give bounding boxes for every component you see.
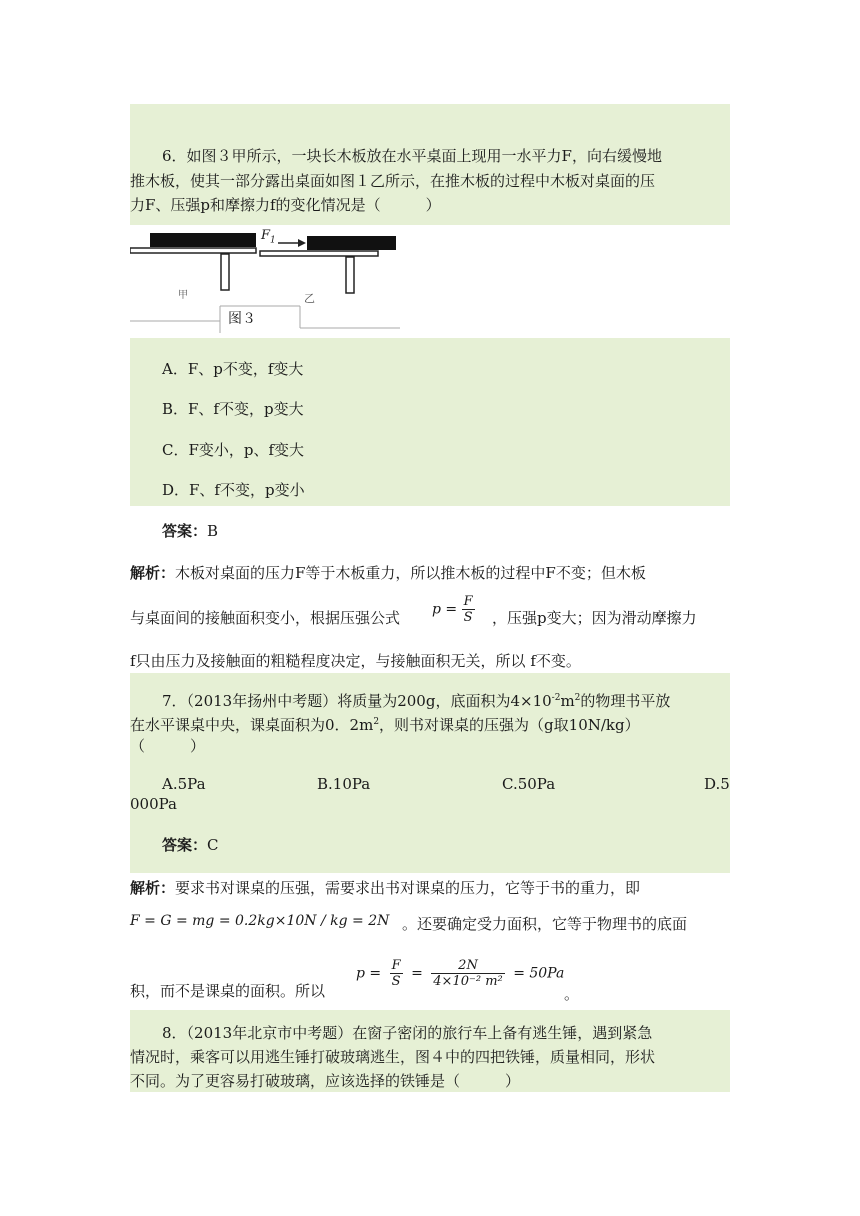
q6-answer-value: B xyxy=(207,522,219,540)
q6-line2: 推木板，使其一部分露出桌面如图１乙所示，在推木板的过程中木板对桌面的压 xyxy=(130,172,656,190)
q6-options xyxy=(130,338,730,506)
q7-option-d: D.5 xyxy=(704,775,730,793)
q6-option-a: A．F、p不变，f变大 xyxy=(162,360,304,378)
q6-block xyxy=(130,104,730,225)
q8-block xyxy=(130,1010,730,1092)
figure-label-yi: 乙 xyxy=(304,292,315,305)
figure-label-jia: 甲 xyxy=(178,290,188,301)
q7-analysis-line2: 。还要确定受力面积，它等于物理书的底面 xyxy=(402,915,688,933)
q6-analysis-line2a: 与桌面间的接触面积变小，根据压强公式 xyxy=(130,609,401,627)
q7-analysis-line3: 积，而不是课桌的面积。所以 xyxy=(130,982,326,1000)
q6-answer xyxy=(162,521,218,541)
q7-answer xyxy=(162,835,219,855)
q7-formula2: p = $\frac{F}{S}$ = $\frac{2N}{\text{4×10⁻² m²}}$ = 50Pa xyxy=(356,958,565,989)
q7-line1: 7．（2013年扬州中考题）将质量为200g，底面积为$4\times 10^{-2}m^2$的物理书平放 xyxy=(162,692,671,710)
figure-caption: 图３ xyxy=(228,311,256,327)
q7-line3: （ ） xyxy=(130,737,206,755)
q6-option-b: B．F、f不变，p变大 xyxy=(162,400,304,418)
q8-line3: 不同。为了更容易打破玻璃，应该选择的铁锤是（ ） xyxy=(130,1072,521,1090)
q6-line1: 6．如图３甲所示，一块长木板放在水平桌面上现用一水平力F，向右缓慢地 xyxy=(162,147,662,165)
q6-answer-label: 答案： xyxy=(162,522,208,540)
q7-analysis-end: 。 xyxy=(564,985,580,1003)
q7-option-b: B.10Pa xyxy=(317,775,371,793)
q7-option-a: A.5Pa xyxy=(162,775,206,793)
q7-line2: 在水平课桌中央，课桌面积为0．$2m^2$，则书对课桌的压强为（g取10N/kg） xyxy=(130,716,640,734)
q6-line3: 力F、压强p和摩擦力f的变化情况是（ ） xyxy=(130,196,441,214)
figure-3 xyxy=(130,228,400,333)
q6-formula: p = $\frac{F}{S}$ xyxy=(432,594,473,625)
q6-analysis-label: 解析： xyxy=(130,564,176,582)
q8-line1: 8．（2013年北京市中考题）在窗子密闭的旅行车上备有逃生锤，遇到紧急 xyxy=(162,1024,653,1042)
q7-block xyxy=(130,673,730,873)
q6-option-d: D．F、f不变，p变小 xyxy=(162,481,305,499)
q6-option-c: C．F变小，p、f变大 xyxy=(162,441,305,459)
q6-analysis-line3: f只由压力及接触面的粗糙程度决定，与接触面积无关，所以 f不变。 xyxy=(130,652,581,670)
q7-analysis-line1: 解析：要求书对课桌的压强，需要求出书对课桌的压力，它等于书的重力，即 xyxy=(130,879,641,897)
q8-line2: 情况时，乘客可以用逃生锤打破玻璃逃生，图４中的四把铁锤，质量相同，形状 xyxy=(130,1048,656,1066)
q7-answer-value: C xyxy=(207,836,219,854)
q7-formula1: F = G = mg = 0.2kg×10N / kg = 2N xyxy=(130,913,390,929)
q7-option-c: C.50Pa xyxy=(502,775,556,793)
figure-label-force: $F_1$ xyxy=(261,228,276,246)
q7-answer-label: 答案： xyxy=(162,836,208,854)
q7-option-d-wrap: 000Pa xyxy=(130,795,177,813)
q6-analysis-line1: 解析：木板对桌面的压力F等于木板重力，所以推木板的过程中F不变；但木板 xyxy=(130,564,646,582)
q6-analysis-line2b: ，压强p变大；因为滑动摩擦力 xyxy=(492,609,697,627)
